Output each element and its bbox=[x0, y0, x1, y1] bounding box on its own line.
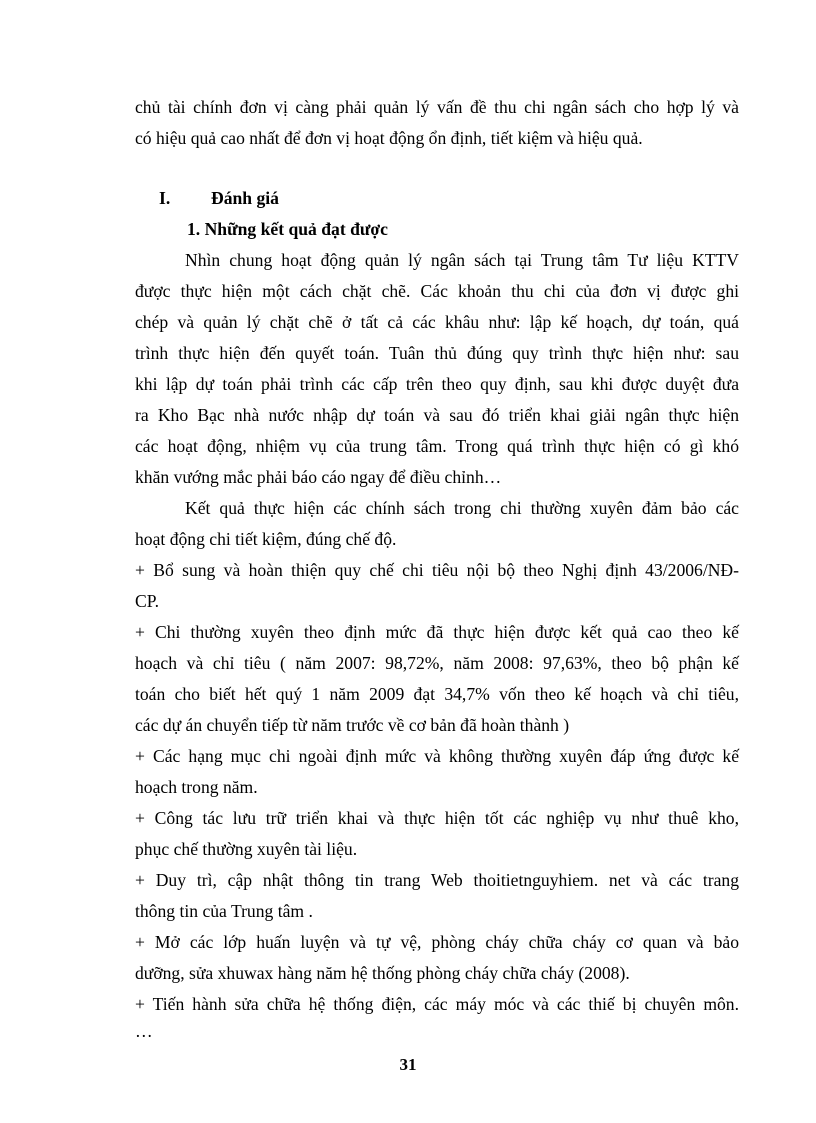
para1-line-7: các hoạt động, nhiệm vụ của trung tâm. Trong quá trình thực hiện có gì khó bbox=[135, 436, 739, 456]
section-number: I. bbox=[159, 188, 171, 208]
bullet-line-11: + Duy trì, cập nhật thông tin trang Web thoitietnguyhiem. net và các trang bbox=[135, 870, 739, 890]
bullet-line-13: + Mở các lớp huấn luyện và tự vệ, phòng cháy chữa cháy cơ quan và bảo bbox=[135, 932, 739, 952]
para1-line-2: được thực hiện một cách chặt chẽ. Các khoản thu chi của đơn vị được ghi bbox=[135, 281, 739, 301]
bullet-line-2: CP. bbox=[135, 591, 159, 611]
bullet-line-10: phục chế thường xuyên tài liệu. bbox=[135, 839, 358, 859]
para1-line-5: khi lập dự toán phải trình các cấp trên theo quy định, sau khi được duyệt đưa bbox=[135, 374, 739, 394]
bullet-line-6: các dự án chuyển tiếp từ năm trước về cơ bản đã hoàn thành ) bbox=[135, 715, 570, 735]
page-number: 31 bbox=[399, 1055, 417, 1074]
para1-line-8: khăn vướng mắc phải báo cáo ngay để điều chỉnh… bbox=[135, 467, 502, 487]
bullet-line-15: + Tiến hành sửa chữa hệ thống điện, các máy móc và các thiế bị chuyên môn. bbox=[135, 994, 739, 1014]
bullet-line-16: … bbox=[135, 1021, 153, 1041]
bullet-line-5: toán cho biết hết quý 1 năm 2009 đạt 34,7% vốn theo kế hoạch và chỉ tiêu, bbox=[135, 684, 739, 704]
bullet-line-7: + Các hạng mục chi ngoài định mức và không thường xuyên đáp ứng được kế bbox=[135, 746, 739, 766]
para1-line-4: trình thực hiện đến quyết toán. Tuân thủ đúng quy trình thực hiện như: sau bbox=[135, 343, 739, 363]
para1-line-3: chép và quản lý chặt chẽ ở tất cả các khâu như: lập kế hoạch, dự toán, quá bbox=[135, 312, 739, 332]
bullet-line-14: dưỡng, sửa xhuwax hàng năm hệ thống phòng cháy chữa cháy (2008). bbox=[135, 963, 630, 983]
bullet-line-12: thông tin của Trung tâm . bbox=[135, 901, 313, 921]
bullet-line-3: + Chi thường xuyên theo định mức đã thực hiện được kết quả cao theo kế bbox=[135, 622, 739, 642]
para1-line-6: ra Kho Bạc nhà nước nhập dự toán và sau đó triển khai giải ngân thực hiện bbox=[135, 405, 739, 425]
subsection-title: 1. Những kết quả đạt được bbox=[187, 219, 388, 239]
para1-line-1: Nhìn chung hoạt động quản lý ngân sách tại Trung tâm Tư liệu KTTV bbox=[185, 250, 739, 270]
intro-line-2: có hiệu quả cao nhất để đơn vị hoạt động ổn định, tiết kiệm và hiệu quả. bbox=[135, 128, 643, 148]
para2-line-1: Kết quả thực hiện các chính sách trong chi thường xuyên đảm bảo các bbox=[185, 498, 739, 518]
para2-line-2: hoạt động chi tiết kiệm, đúng chế độ. bbox=[135, 529, 397, 549]
bullet-line-9: + Công tác lưu trữ triển khai và thực hiện tốt các nghiệp vụ như thuê kho, bbox=[135, 808, 739, 828]
bullet-line-1: + Bổ sung và hoàn thiện quy chế chi tiêu nội bộ theo Nghị định 43/2006/NĐ- bbox=[135, 560, 739, 580]
bullet-line-4: hoạch và chỉ tiêu ( năm 2007: 98,72%, năm 2008: 97,63%, theo bộ phận kế bbox=[135, 653, 739, 673]
bullet-line-8: hoạch trong năm. bbox=[135, 777, 258, 797]
section-title: Đánh giá bbox=[211, 188, 279, 208]
intro-line-1: chủ tài chính đơn vị càng phải quản lý vấn đề thu chi ngân sách cho hợp lý và bbox=[135, 97, 739, 117]
